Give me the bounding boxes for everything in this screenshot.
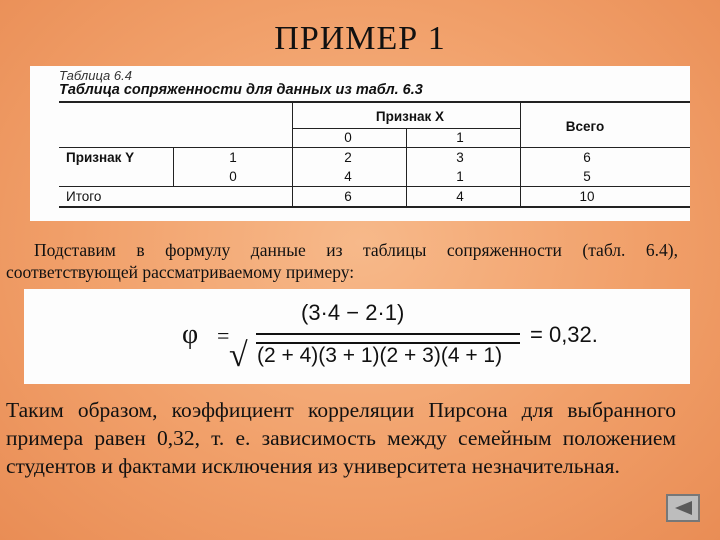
table-panel [30, 66, 690, 221]
paragraph-conclusion: Таким образом, коэффициент корреляции Пирсона для выбранного примера равен 0,32, т. е. зависимость между семейным положением студентов и фактами исключения из университета незначительная. [6, 398, 676, 478]
table-rule-v2 [292, 103, 293, 207]
header-x-1: 1 [456, 130, 464, 145]
row-2-x1: 1 [456, 169, 464, 184]
table-rule-v4 [520, 103, 521, 207]
triangle-left-icon [672, 499, 694, 517]
formula-numerator: (3·4 − 2·1) [301, 300, 405, 325]
table-title: Таблица сопряженности для данных из табл. 6.3 [59, 82, 423, 98]
slide-title: ПРИМЕР 1 [274, 20, 446, 57]
row-label-y: Признак Y [66, 150, 135, 165]
table-rule-total [59, 186, 690, 187]
header-x-0: 0 [344, 130, 352, 145]
row-2-total: 5 [583, 169, 591, 184]
formula-panel [24, 289, 690, 384]
table-rule-top [59, 101, 690, 103]
row-1-total: 6 [583, 150, 591, 165]
back-button[interactable] [666, 494, 700, 522]
row-1-y: 1 [229, 150, 237, 165]
table-rule-values [59, 147, 690, 148]
header-x: Признак X [375, 109, 445, 124]
table-rule-v3 [406, 129, 407, 207]
total-row-x1: 4 [456, 189, 464, 204]
total-row-label: Итого [66, 189, 102, 204]
total-row-x0: 6 [344, 189, 352, 204]
formula-result: = 0,32. [530, 322, 598, 347]
header-total: Всего [565, 119, 605, 134]
table-rule-bottom [59, 206, 690, 208]
row-2-y: 0 [229, 169, 237, 184]
formula-phi: φ [182, 319, 199, 350]
table-caption: Таблица 6.4 [59, 68, 132, 83]
formula-denominator: (2 + 4)(3 + 1)(2 + 3)(4 + 1) [257, 344, 503, 367]
total-row-total: 10 [579, 189, 595, 204]
sqrt-icon: √ [229, 337, 248, 374]
row-2-x0: 4 [344, 169, 352, 184]
row-1-x0: 2 [344, 150, 352, 165]
paragraph-substitute: Подставим в формулу данные из таблицы сопряженности (табл. 6.4), соответствующей рассматриваемому примеру: [6, 240, 678, 282]
row-1-x1: 3 [456, 150, 464, 165]
table-rule-v1 [173, 147, 174, 187]
formula-equals: = [217, 323, 230, 348]
formula-fraction-line [256, 333, 520, 335]
